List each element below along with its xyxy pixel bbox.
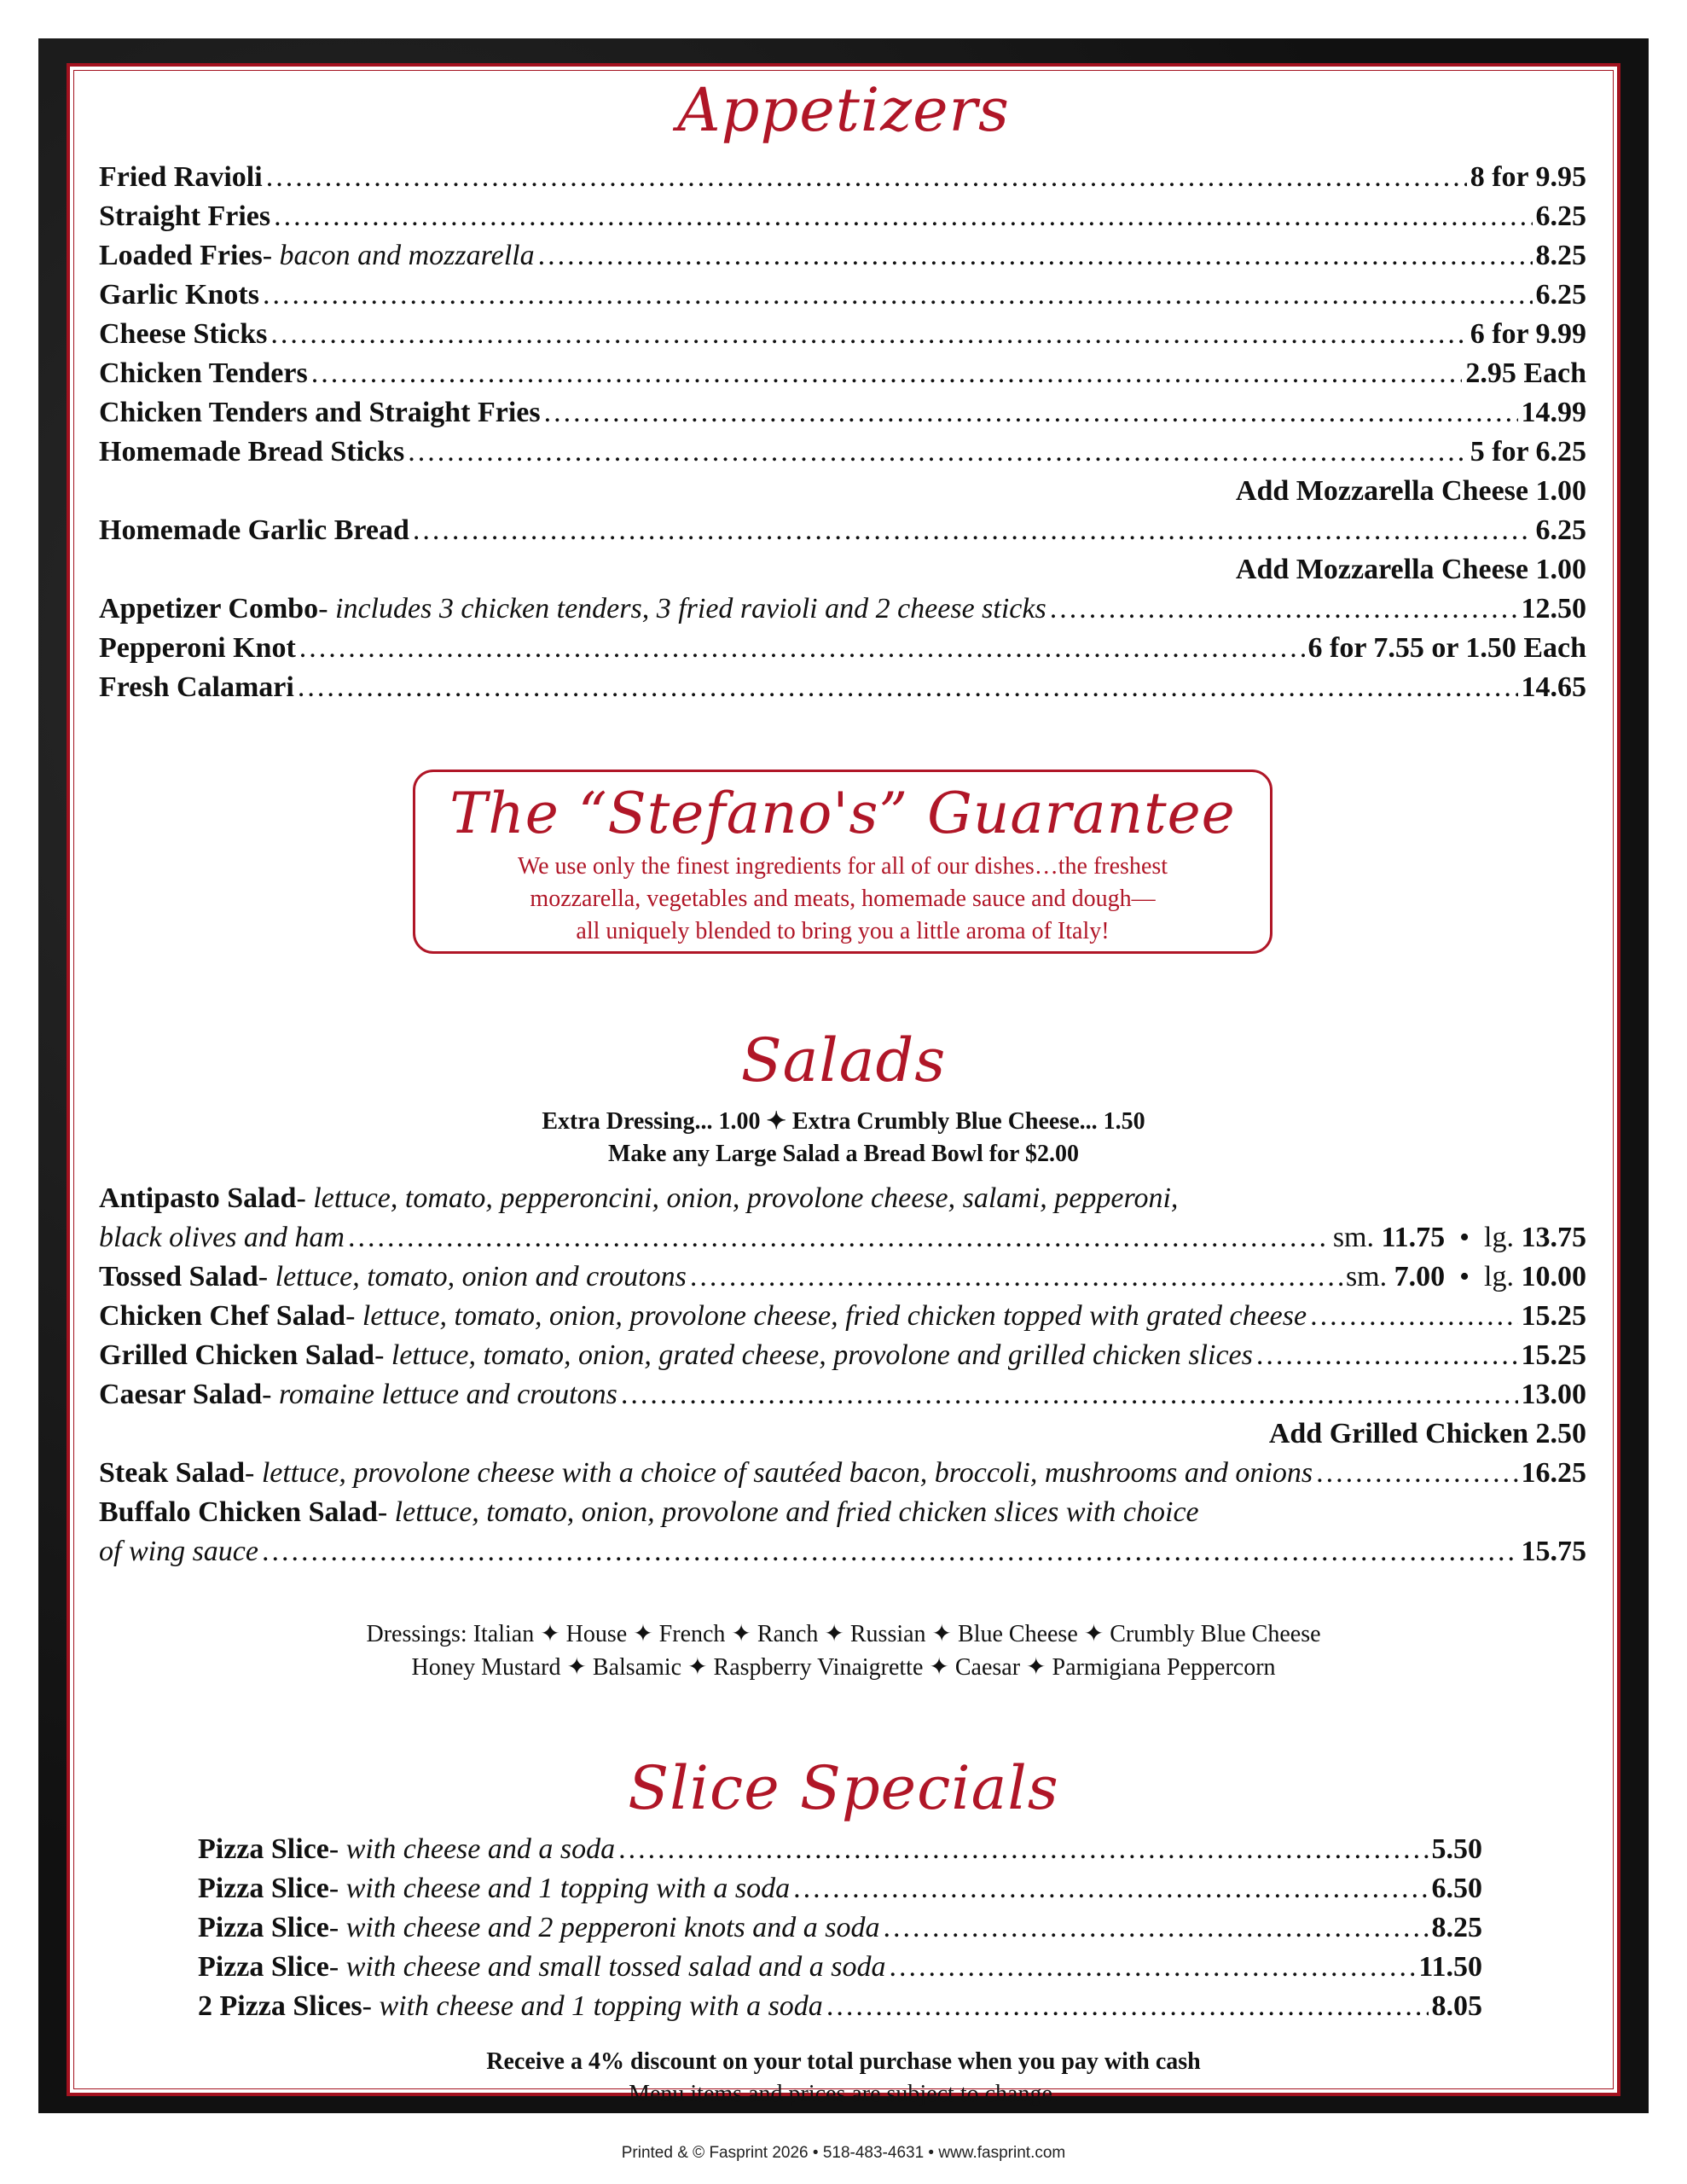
- menu-item: Fresh Calamari ..... 14.65: [99, 671, 1586, 705]
- add-on-note: Add Mozzarella Cheese 1.00: [1235, 475, 1586, 507]
- menu-item: Homemade Bread Sticks ..... 5 for 6.25: [99, 435, 1586, 469]
- menu-item: Pepperoni Knot ..... 6 for 7.55 or 1.50 Each: [99, 631, 1586, 665]
- cash-discount-note: Receive a 4% discount on your total purchase when you pay with cash: [486, 2048, 1201, 2075]
- menu-item: Caesar Salad - romaine lettuce and croutons ..... 13.00: [99, 1378, 1586, 1412]
- menu-item: Pizza Slice - with cheese and small tossed salad and a soda ..... 11.50: [198, 1950, 1482, 1984]
- menu-item: Pizza Slice - with cheese and 1 topping with a soda ..... 6.50: [198, 1872, 1482, 1906]
- salad-extras: Extra Dressing... 1.00 ✦ Extra Crumbly Blue Cheese... 1.50: [542, 1108, 1145, 1135]
- appetizers-heading: Appetizers: [677, 75, 1010, 145]
- menu-item: Homemade Garlic Bread ..... 6.25: [99, 514, 1586, 548]
- menu-item-continued: of wing sauce ..... 15.75: [99, 1535, 1586, 1569]
- menu-item: Tossed Salad - lettuce, tomato, onion and croutons ..... sm. 7.00 • lg. 10.00: [99, 1260, 1586, 1294]
- menu-item: Chicken Tenders ..... 2.95 Each: [99, 357, 1586, 391]
- menu-item: Buffalo Chicken Salad - lettuce, tomato, onion, provolone and fried chicken slices with choice: [99, 1496, 1199, 1528]
- menu-item: Chicken Chef Salad - lettuce, tomato, onion, provolone cheese, fried chicken topped with grated cheese ..... 15.25: [99, 1299, 1586, 1333]
- menu-item: Chicken Tenders and Straight Fries ..... 14.99: [99, 396, 1586, 430]
- printer-credit: Printed & © Fasprint 2026 • 518-483-4631 • www.fasprint.com: [621, 2144, 1066, 2162]
- menu-item: Straight Fries ..... 6.25: [99, 200, 1586, 234]
- menu-item: Grilled Chicken Salad - lettuce, tomato, onion, grated cheese, provolone and grilled chicken slices ..... 15.25: [99, 1339, 1586, 1373]
- guarantee-line: We use only the finest ingredients for all of our dishes…the freshest: [517, 853, 1168, 880]
- slice-specials-heading: Slice Specials: [628, 1753, 1059, 1823]
- dressings-list: Honey Mustard ✦ Balsamic ✦ Raspberry Vinaigrette ✦ Caesar ✦ Parmigiana Peppercorn: [411, 1654, 1276, 1681]
- guarantee-text: [413, 851, 1272, 948]
- menu-item: Cheese Sticks ..... 6 for 9.99: [99, 317, 1586, 351]
- guarantee-line: all uniquely blended to bring you a little aroma of Italy!: [576, 918, 1110, 944]
- menu-item-continued: black olives and ham ..... sm. 11.75 • lg. 13.75: [99, 1221, 1586, 1255]
- dressings-list: Dressings: Italian ✦ House ✦ French ✦ Ranch ✦ Russian ✦ Blue Cheese ✦ Crumbly Blue Cheese: [366, 1621, 1321, 1647]
- menu-item: Fried Ravioli ..... 8 for 9.95: [99, 160, 1586, 195]
- menu-item: 2 Pizza Slices - with cheese and 1 topping with a soda ..... 8.05: [198, 1989, 1482, 2024]
- bread-bowl-note: Make any Large Salad a Bread Bowl for $2.00: [608, 1141, 1079, 1167]
- menu-item: Loaded Fries - bacon and mozzarella ..... 8.25: [99, 239, 1586, 273]
- menu-item: Appetizer Combo - includes 3 chicken tenders, 3 fried ravioli and 2 cheese sticks ..... 12.50: [99, 592, 1586, 626]
- disclaimer: Menu items and prices are subject to change.: [629, 2081, 1058, 2107]
- add-on-note: Add Mozzarella Cheese 1.00: [1235, 554, 1586, 585]
- menu-item: Steak Salad - lettuce, provolone cheese with a choice of sautéed bacon, broccoli, mushrooms and onions ..... 16.25: [99, 1456, 1586, 1490]
- guarantee-title: The “Stefano's” Guarantee: [449, 781, 1236, 846]
- guarantee-line: mozzarella, vegetables and meats, homemade sauce and dough—: [530, 886, 1156, 912]
- menu-item: Antipasto Salad - lettuce, tomato, pepperoncini, onion, provolone cheese, salami, pepperoni,: [99, 1182, 1179, 1214]
- add-on-note: Add Grilled Chicken 2.50: [1268, 1418, 1586, 1449]
- salads-heading: Salads: [740, 1025, 947, 1095]
- menu-item: Garlic Knots ..... 6.25: [99, 278, 1586, 312]
- menu-item: Pizza Slice - with cheese and 2 pepperoni knots and a soda ..... 8.25: [198, 1911, 1482, 1945]
- menu-item: Pizza Slice - with cheese and a soda ..... 5.50: [198, 1833, 1482, 1867]
